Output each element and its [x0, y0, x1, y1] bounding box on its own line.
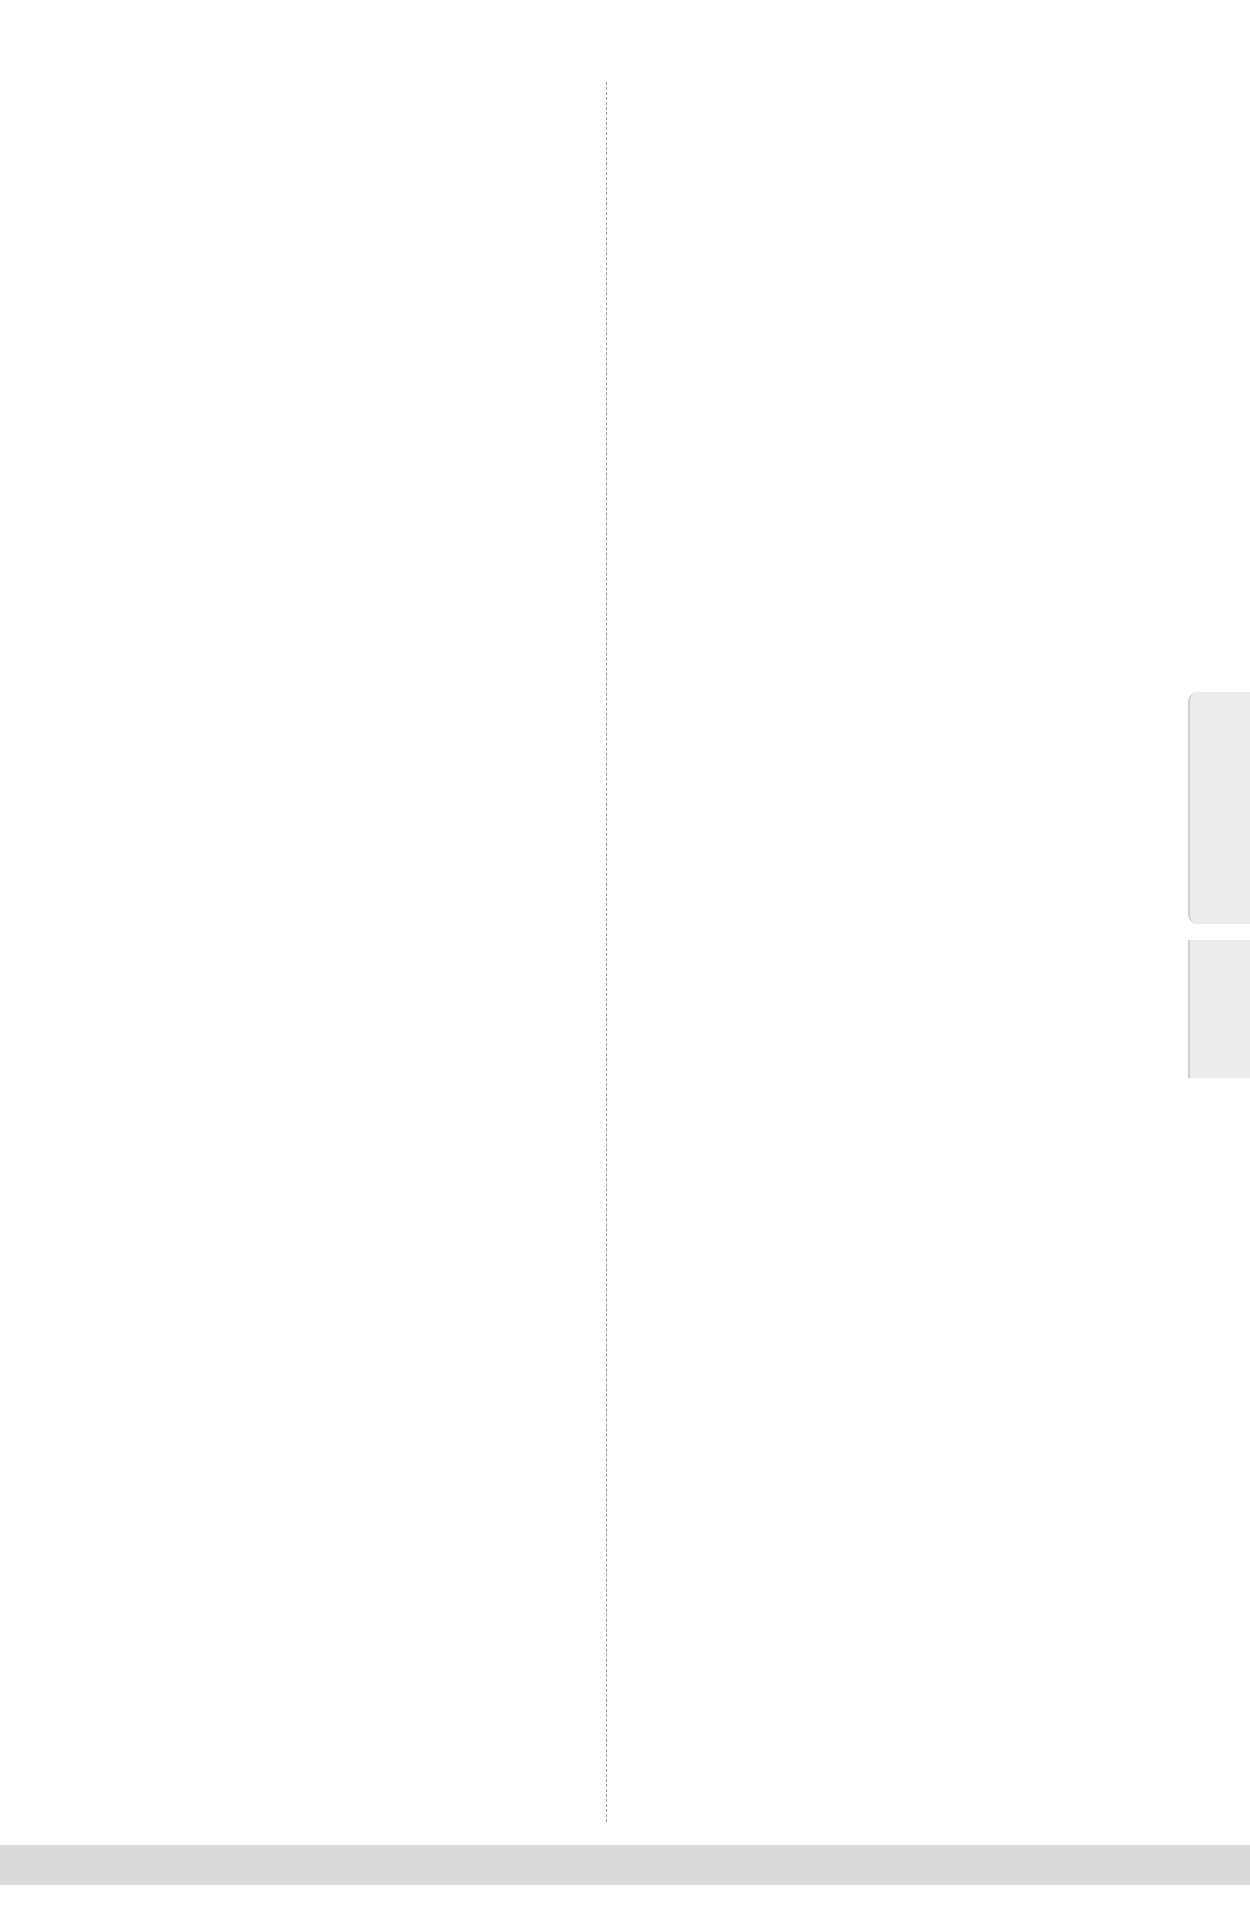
section-tab-basic-practice [1188, 692, 1250, 924]
section-tab-part-one [1188, 940, 1250, 1078]
footer-band [0, 1845, 1250, 1885]
column-divider [606, 82, 607, 1822]
